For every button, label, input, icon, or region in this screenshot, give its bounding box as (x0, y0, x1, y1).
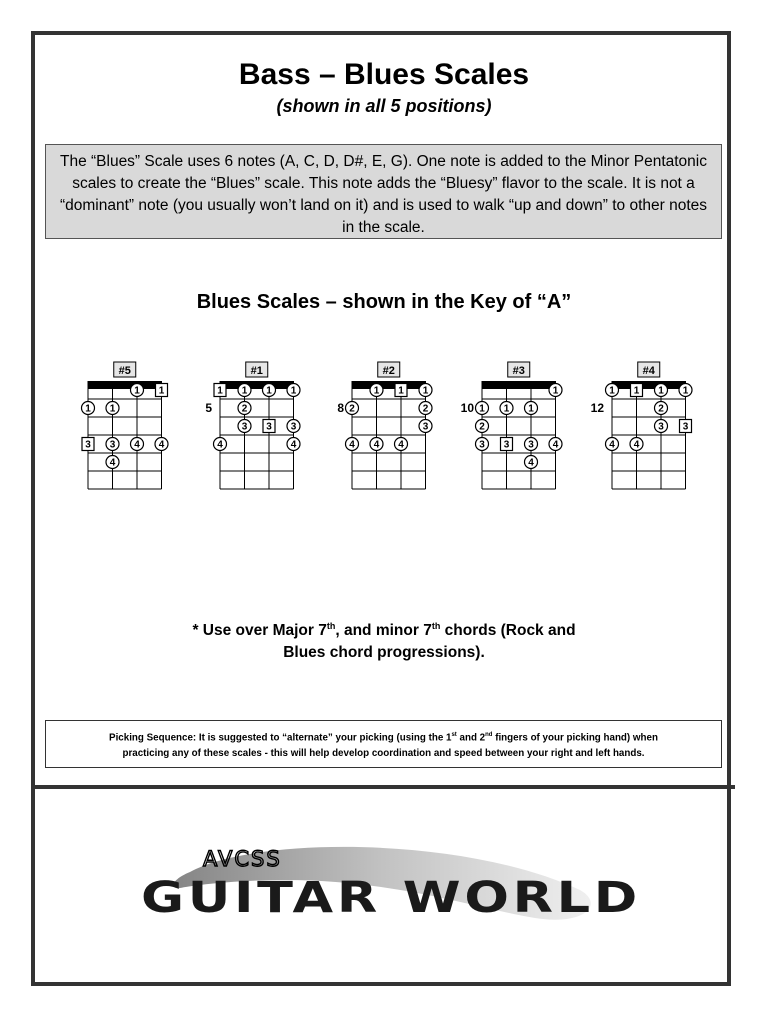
position-label: #1 (250, 365, 263, 377)
finger-number: 4 (609, 439, 615, 451)
fretboard-top-bar (220, 381, 294, 389)
finger-number: 3 (290, 421, 297, 433)
start-fret-number: 10 (460, 401, 474, 415)
fretboard-top-bar (88, 381, 162, 389)
finger-number: 3 (658, 421, 664, 433)
finger-number: 1 (217, 385, 223, 397)
scale-diagram-4 (461, 362, 562, 489)
finger-number: 1 (422, 385, 429, 397)
logo-large-text: GUITAR WORLD (141, 873, 641, 923)
usage-note: * Use over Major 7th, and minor 7th chords (Rock and Blues chord progressions). (192, 621, 576, 662)
logo-small-text: AVCSS (203, 847, 282, 871)
finger-number: 4 (528, 457, 534, 469)
finger-number: 1 (290, 385, 297, 397)
finger-number: 3 (109, 439, 116, 451)
fretboard-top-bar (612, 381, 686, 389)
finger-number: 3 (422, 421, 429, 433)
finger-number: 4 (217, 439, 223, 451)
start-fret-number: 5 (205, 401, 212, 415)
finger-number: 1 (609, 385, 615, 397)
finger-number: 4 (349, 439, 355, 451)
finger-number: 1 (266, 385, 272, 397)
position-label: #4 (642, 365, 655, 377)
scale-diagram-3 (337, 362, 432, 489)
intro-box: The “Blues” Scale uses 6 notes (A, C, D, D#, E, G). One note is added to the Minor Pentatonic scales to create the “Blues” scale. This note adds the “Bluesy” flavor to the scale. It is not a “dominant” note (you usually won’t land on it) and is used to walk “up and down” to other notes in the scale. (45, 144, 722, 239)
finger-number: 1 (552, 385, 559, 397)
start-fret-number: 12 (590, 401, 604, 415)
finger-number: 1 (109, 403, 116, 415)
finger-number: 1 (682, 385, 689, 397)
scale-diagram-2 (205, 362, 300, 489)
finger-number: 3 (241, 421, 248, 433)
finger-number: 1 (241, 385, 248, 397)
finger-number: 4 (134, 439, 140, 451)
page-title: Bass – Blues Scales (238, 58, 530, 91)
section-divider (31, 785, 735, 789)
finger-number: 1 (658, 385, 664, 397)
picking-sequence-box: Picking Sequence: It is suggested to “alternate” your picking (using the 1st and 2nd fingers of your picking hand) when practicing any of these scales - this will help develop coordination and speed between your right and left hands. (45, 720, 722, 768)
finger-number: 4 (109, 457, 116, 469)
finger-number: 1 (633, 385, 640, 397)
finger-number: 1 (134, 385, 140, 397)
position-label: #5 (118, 365, 131, 377)
finger-number: 2 (422, 403, 429, 415)
finger-number: 1 (503, 403, 510, 415)
finger-number: 4 (158, 439, 165, 451)
fretboard-top-bar (352, 381, 426, 389)
finger-number: 2 (349, 403, 355, 415)
scale-diagram-5 (591, 362, 692, 489)
finger-number: 4 (373, 439, 380, 451)
position-label: #3 (512, 365, 525, 377)
start-fret-number: 8 (337, 401, 344, 415)
scale-diagram-1 (82, 362, 169, 489)
finger-number: 2 (241, 403, 248, 415)
finger-number: 4 (633, 439, 640, 451)
finger-number: 3 (528, 439, 534, 451)
finger-number: 4 (290, 439, 297, 451)
key-heading: Blues Scales – shown in the Key of “A” (196, 291, 572, 313)
position-label: #2 (382, 365, 395, 377)
page-subtitle: (shown in all 5 positions) (276, 96, 492, 116)
finger-number: 1 (85, 403, 91, 415)
finger-number: 1 (528, 403, 534, 415)
finger-number: 3 (682, 421, 689, 433)
finger-number: 3 (479, 439, 485, 451)
finger-number: 1 (398, 385, 404, 397)
finger-number: 3 (503, 439, 510, 451)
finger-number: 1 (158, 385, 165, 397)
fretboard-top-bar (482, 381, 556, 389)
finger-number: 4 (398, 439, 404, 451)
finger-number: 3 (266, 421, 272, 433)
finger-number: 1 (373, 385, 380, 397)
finger-number: 4 (552, 439, 559, 451)
finger-number: 2 (479, 421, 485, 433)
fretboard-diagrams (80, 355, 700, 515)
finger-number: 3 (85, 439, 91, 451)
finger-number: 1 (479, 403, 485, 415)
guitar-world-logo (135, 830, 655, 940)
finger-number: 2 (658, 403, 664, 415)
